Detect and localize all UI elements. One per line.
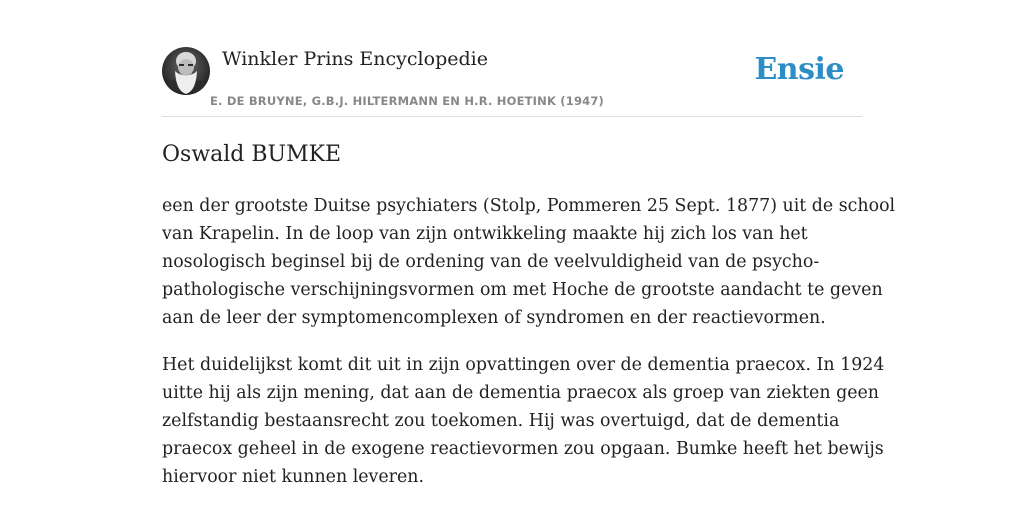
authors-line: E. DE BRUYNE, G.B.J. HILTERMANN EN H.R. HOETINK (1947) <box>210 94 605 108</box>
site-title[interactable]: Winkler Prins Encyclopedie <box>222 48 488 70</box>
header <box>162 46 862 117</box>
paragraph-line: uitte hij als zijn mening, dat aan de dementia praecox als groep van ziekten geen <box>162 383 879 403</box>
paragraph-line: zelfstandig bestaansrecht zou toekomen. Hij was overtuigd, dat de dementia <box>162 411 840 431</box>
page <box>162 0 896 512</box>
article-paragraph-1 <box>162 192 896 332</box>
ensie-logo-link[interactable]: Ensie <box>754 52 844 87</box>
avatar[interactable] <box>162 47 210 95</box>
paragraph-line: praecox geheel in de exogene reactievormen zou opgaan. Bumke heeft het bewijs <box>162 439 884 459</box>
article-paragraph-2 <box>162 351 885 491</box>
paragraph-line: hiervoor niet kunnen leveren. <box>162 467 425 487</box>
paragraph-line: van Krapelin. In de loop van zijn ontwikkeling maakte hij zich los van het <box>162 224 808 244</box>
bearded-man-portrait-icon <box>162 47 210 95</box>
paragraph-line: pathologische verschijningsvormen om met Hoche de grootste aandacht te geven <box>162 280 883 300</box>
paragraph-line: Het duidelijkst komt dit uit in zijn opvattingen over de dementia praecox. In 1924 <box>162 355 885 375</box>
article-title: Oswald BUMKE <box>162 142 342 167</box>
paragraph-line: een der grootste Duitse psychiaters (Stolp, Pommeren 25 Sept. 1877) uit de school <box>162 196 896 216</box>
paragraph-line: nosologisch beginsel bij de ordening van de veelvuldigheid van de psycho- <box>162 252 820 272</box>
paragraph-line: aan de leer der symptomencomplexen of syndromen en der reactievormen. <box>162 308 826 328</box>
